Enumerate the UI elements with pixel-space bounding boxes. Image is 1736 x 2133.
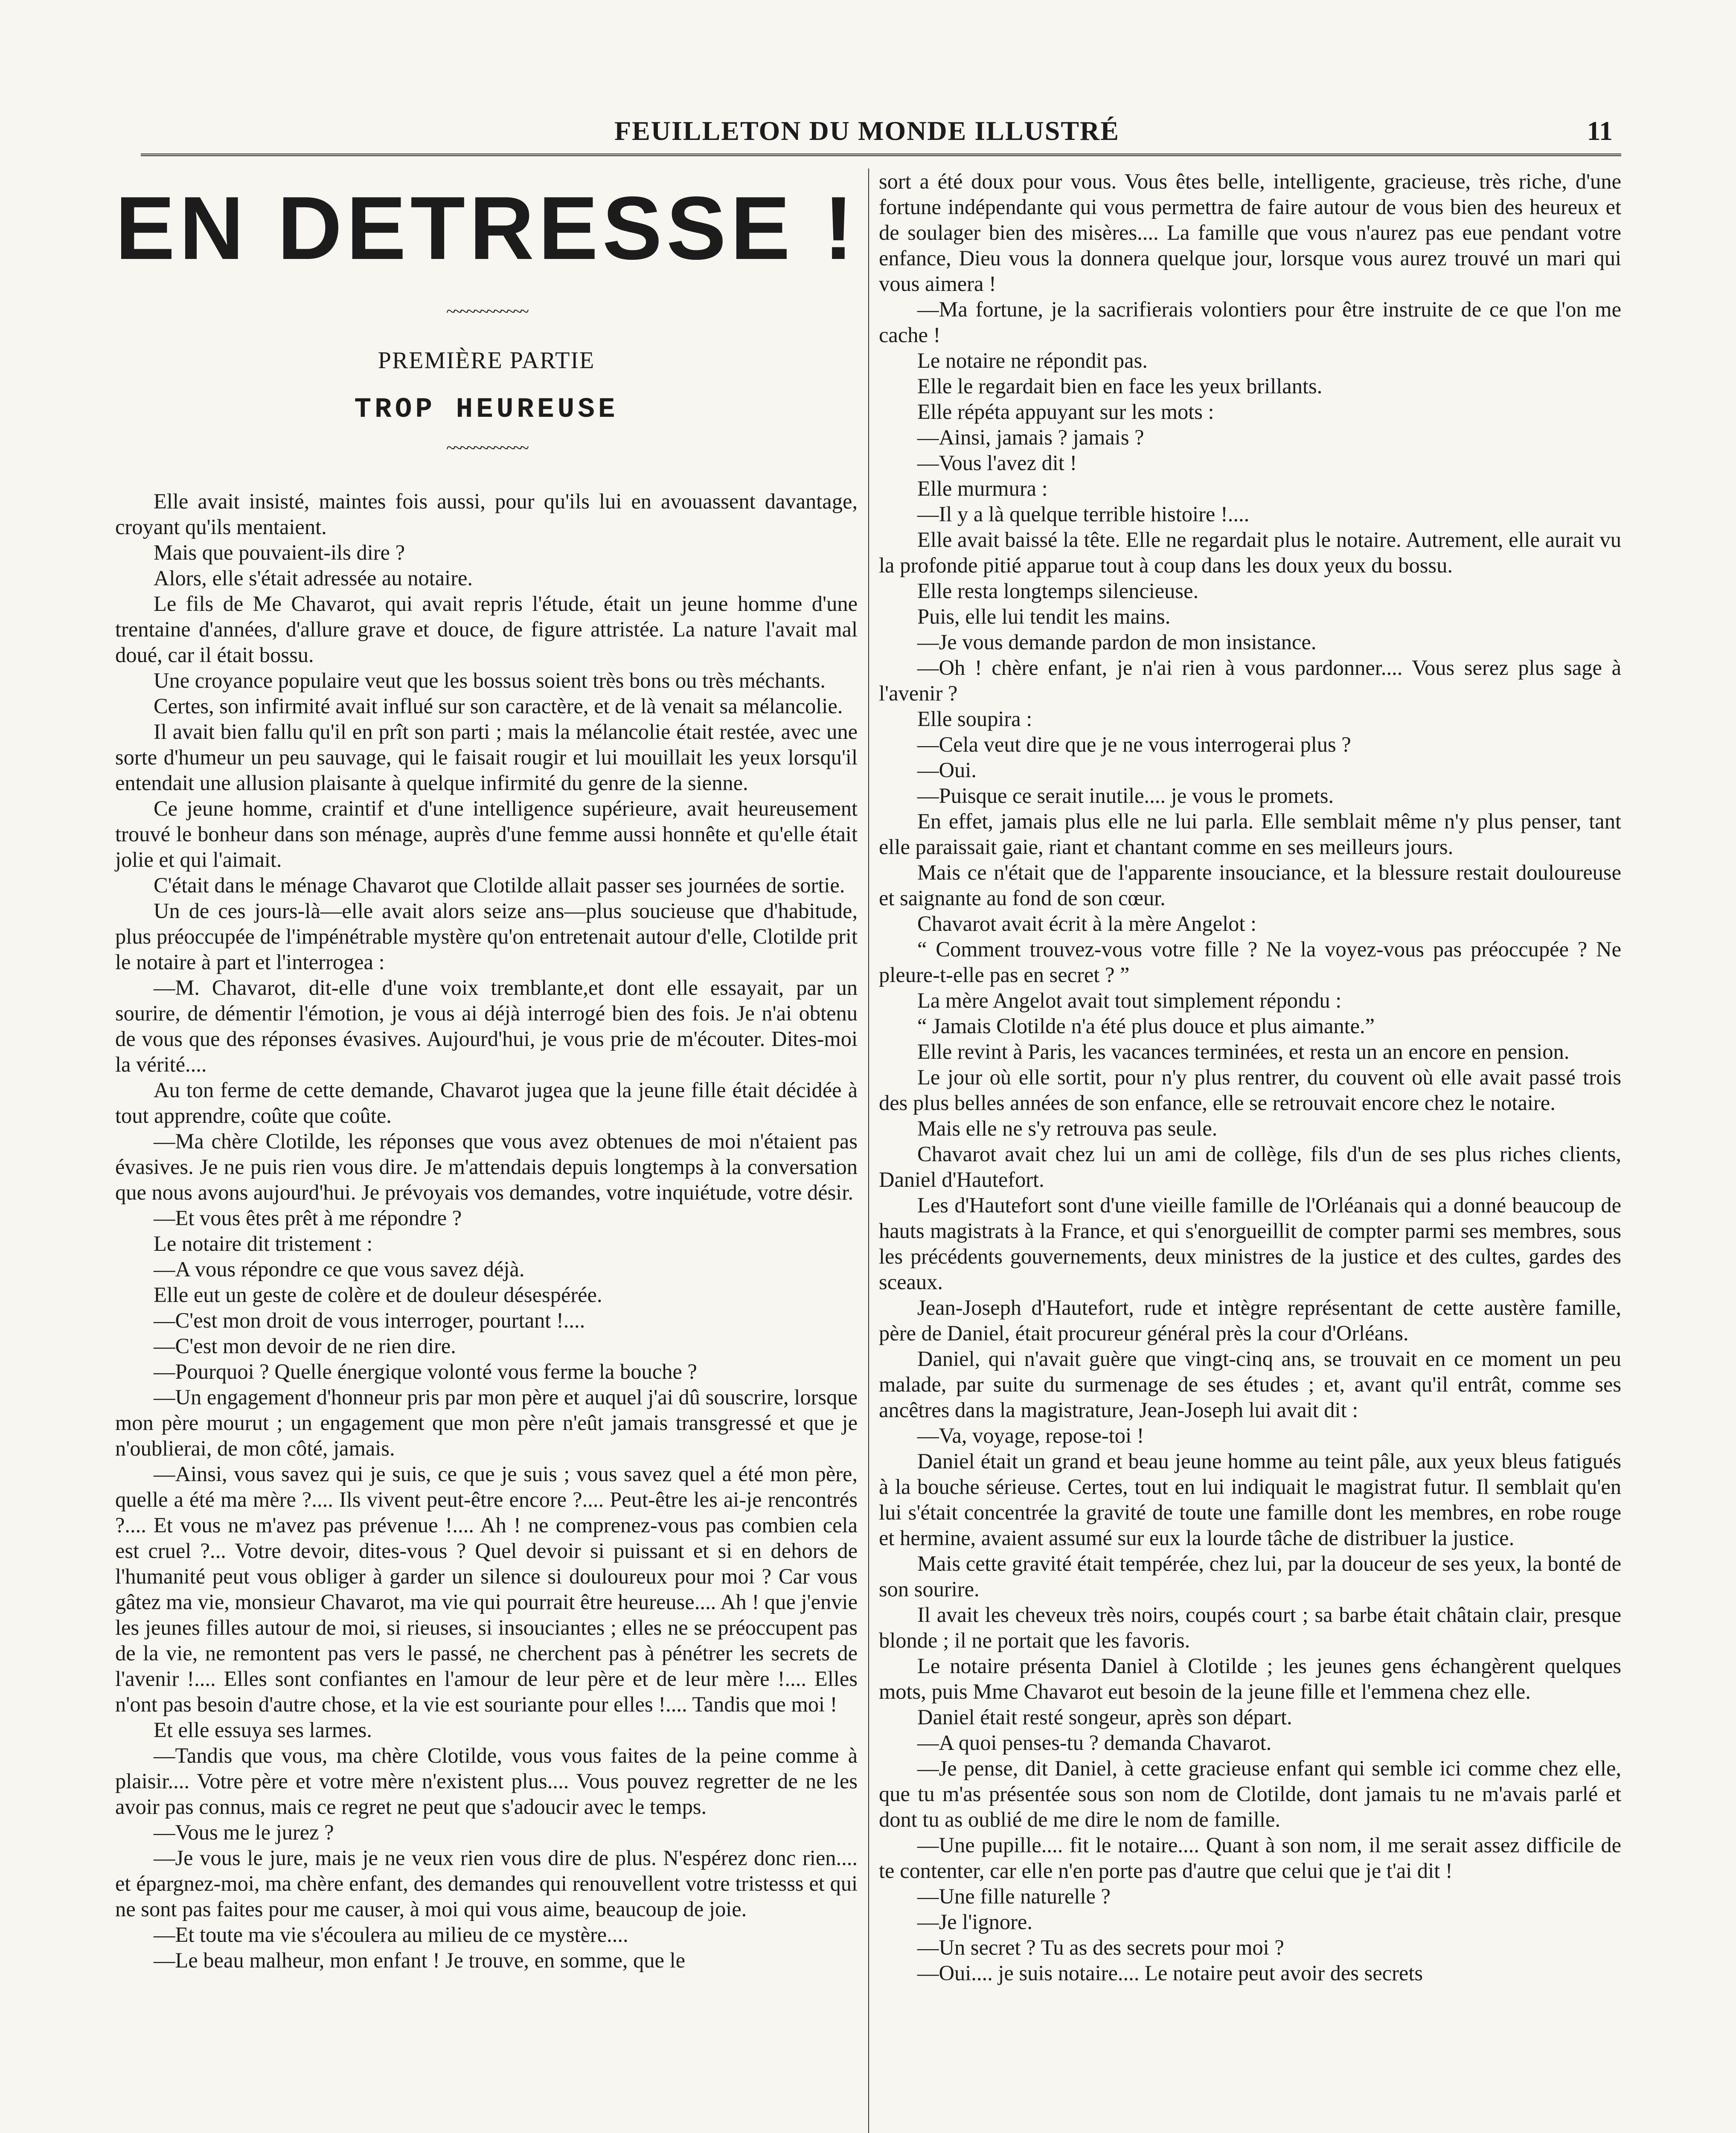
paragraph: —Oui.... je suis notaire.... Le notaire peut avoir des secrets — [917, 1961, 1423, 1985]
paragraph: —Tandis que vous, ma chère Clotilde, vous vous faites de la peine comme à plaisir.... Votre père et votre mère n'existent plus.... Vous pouvez regretter de ne les avoir pas connus, mais ce regret ne peut que s'adoucir avec le temps. — [115, 1744, 858, 1819]
header-rule — [141, 154, 1621, 156]
publication-title: FEUILLETON DU MONDE ILLUSTRÉ — [614, 116, 1120, 146]
paragraph: —Oui. — [917, 758, 977, 782]
paragraph: —Ainsi, vous savez qui je suis, ce que je suis ; vous savez quel a été mon père, quelle a été ma mère ?.... Ils vivent peut-être encore ?.... Peut-être les ai-je rencontrés ?.... Et vous ne m'avez pas prévenue !.... Ah ! ne comprenez-vous pas combien cela est cruel ?... Votre devoir, dites-vous ? Quel devoir si puissant et si en dehors de l'humanité peut vous obliger à garder un silence si douloureux pour moi ? Car vous gâtez ma vie, monsieur Chavarot, ma vie qui pourrait être heureuse.... Ah ! que j'envie les jeunes filles autour de moi, si rieuses, si insouciantes ; elles ne se préoccupent pas de la vie, ne remontent pas vers le passé, ne cherchent pas à pénétrer les secrets de l'avenir !.... Elles sont confiantes en l'amour de leur père et de leur mère !.... Elles n'ont pas besoin d'autre chose, et la vie est souriante pour elles !.... Tandis que moi ! — [115, 1462, 858, 1716]
column-rule — [868, 169, 869, 2133]
paragraph: —Ma chère Clotilde, les réponses que vous avez obtenues de moi n'étaient pas évasives. Je ne puis rien vous dire. Je m'attendais depuis longtemps à la conversation que nous avons aujourd'hui. Je prévoyais vos demandes, votre inquiétude, votre désir. — [115, 1129, 858, 1204]
paragraph: —Et vous êtes prêt à me répondre ? — [154, 1206, 462, 1230]
left-column — [115, 169, 858, 1973]
paragraph: —Je pense, dit Daniel, à cette gracieuse enfant qui semble ici comme chez elle, que tu m'as présentée sous son nom de Clotilde, dont jamais tu ne m'avais parlé et dont tu as oublié de me dire le nom de famille. — [879, 1756, 1621, 1831]
paragraph: “ Comment trouvez-vous votre fille ? Ne la voyez-vous pas préoccupée ? Ne pleure-t-elle pas en secret ? ” — [879, 937, 1621, 987]
paragraph: Il avait les cheveux très noirs, coupés court ; sa barbe était châtain clair, presque blonde ; il ne portait que les favoris. — [879, 1603, 1621, 1652]
paragraph: —Il y a là quelque terrible histoire !.... — [917, 502, 1250, 526]
paragraph: Daniel, qui n'avait guère que vingt-cinq ans, se trouvait en ce moment un peu malade, par suite du surmenage de ses études ; et, avant qu'il entrât, comme ses ancêtres dans la magistrature, Jean-Joseph lui avait dit : — [879, 1347, 1621, 1422]
paragraph: —Une pupille.... fit le notaire.... Quant à son nom, il me serait assez difficile de te contenter, car elle n'en porte pas d'autre que celui que je t'ai dit ! — [879, 1833, 1621, 1883]
page-number: 11 — [1587, 116, 1613, 146]
paragraph: Puis, elle lui tendit les mains. — [917, 604, 1171, 628]
title-ornament: ~~~~~~~~~~~~ — [446, 302, 526, 321]
paragraph: Certes, son infirmité avait influé sur son caractère, et de là venait sa mélancolie. — [154, 694, 843, 718]
paragraph: Ce jeune homme, craintif et d'une intelligence supérieure, avait heureusement trouvé le bonheur dans son ménage, auprès d'une femme aussi honnête et qu'elle était jolie et qui l'aimait. — [115, 796, 858, 872]
subtitle-ornament: ~~~~~~~~~~~~ — [446, 438, 526, 457]
paragraph: Mais ce n'était que de l'apparente insouciance, et la blessure restait douloureuse et saignante au fond de son cœur. — [879, 860, 1621, 910]
paragraph: Elle avait insisté, maintes fois aussi, pour qu'ils lui en avouassent davantage, croyant qu'ils mentaient. — [115, 489, 858, 539]
paragraph: —Je l'ignore. — [917, 1910, 1032, 1934]
paragraph: Chavarot avait chez lui un ami de collège, fils d'un de ses plus riches clients, Daniel d'Hautefort. — [879, 1142, 1621, 1191]
paragraph: —Ma fortune, je la sacrifierais volontiers pour être instruite de ce que l'on me cache ! — [879, 297, 1621, 347]
left-body-text — [115, 488, 858, 1973]
paragraph: —Ainsi, jamais ? jamais ? — [917, 425, 1144, 449]
paragraph: Mais que pouvaient-ils dire ? — [154, 541, 405, 564]
paragraph: —Je vous demande pardon de mon insistance. — [917, 630, 1317, 654]
paragraph: Elle avait baissé la tête. Elle ne regardait plus le notaire. Autrement, elle aurait vu la profonde pitié apparue tout à coup dans les doux yeux du bossu. — [879, 528, 1621, 577]
paragraph: —Pourquoi ? Quelle énergique volonté vous ferme la bouche ? — [154, 1360, 697, 1383]
paragraph: Elle eut un geste de colère et de douleur désespérée. — [154, 1283, 602, 1307]
paragraph: —Oh ! chère enfant, je n'ai rien à vous pardonner.... Vous serez plus sage à l'avenir ? — [879, 656, 1621, 705]
paragraph: Mais cette gravité était tempérée, chez lui, par la douceur de ses yeux, la bonté de son sourire. — [879, 1552, 1621, 1601]
paragraph: —Une fille naturelle ? — [917, 1884, 1111, 1908]
paragraph: Le notaire présenta Daniel à Clotilde ; les jeunes gens échangèrent quelques mots, puis Mme Chavarot eut besoin de la jeune fille et l'emmena chez elle. — [879, 1654, 1621, 1703]
paragraph: —C'est mon devoir de ne rien dire. — [154, 1334, 456, 1358]
running-head — [141, 115, 1613, 154]
paragraph: Daniel était resté songeur, après son départ. — [917, 1705, 1292, 1729]
paragraph: Elle répéta appuyant sur les mots : — [917, 400, 1214, 424]
paragraph: Elle revint à Paris, les vacances terminées, et resta un an encore en pension. — [917, 1040, 1570, 1064]
paragraph: Jean-Joseph d'Hautefort, rude et intègre représentant de cette austère famille, père de Daniel, était procureur général près la cour d'Orléans. — [879, 1296, 1621, 1345]
paragraph: —Je vous le jure, mais je ne veux rien vous dire de plus. N'espérez donc rien.... et épargnez-moi, ma chère enfant, des demandes qui renouvellent votre tristesss et qui ne sont pas faites pour me causer, à moi qui vous aime, beaucoup de joie. — [115, 1846, 858, 1921]
paragraph: —Cela veut dire que je ne vous interrogerai plus ? — [917, 732, 1351, 756]
story-title: EN DETRESSE ! — [115, 178, 858, 278]
paragraph: Le notaire dit tristement : — [154, 1232, 373, 1255]
paragraph: —Va, voyage, repose-toi ! — [917, 1424, 1144, 1447]
paragraph: Alors, elle s'était adressée au notaire. — [154, 566, 473, 590]
paragraph: —A quoi penses-tu ? demanda Chavarot. — [917, 1731, 1272, 1755]
paragraph: La mère Angelot avait tout simplement répondu : — [917, 988, 1342, 1012]
paragraph: —Puisque ce serait inutile.... je vous le promets. — [917, 784, 1334, 808]
section-subtitle: TROP HEUREUSE — [354, 393, 619, 425]
paragraph: —Vous l'avez dit ! — [917, 451, 1077, 475]
right-column — [879, 169, 1621, 1986]
paragraph: Daniel était un grand et beau jeune homme au teint pâle, aux yeux bleus fatigués à la bouche sérieuse. Certes, tout en lui indiquait le magistrat futur. Il semblait qu'en lui s'était concentrée la gravité de toute une famille dont les membres, en robe rouge et hermine, avaient assumé sur eux la lourde tâche de distribuer la justice. — [879, 1449, 1621, 1550]
paragraph: —M. Chavarot, dit-elle d'une voix tremblante,et dont elle essayait, par un sourire, de démentir l'émotion, je vous ai déjà interrogé bien des fois. Je n'ai obtenu de vous que des réponses évasives. Aujourd'hui, je vous prie de m'écouter. Dites-moi la vérité.... — [115, 976, 858, 1076]
paragraph: En effet, jamais plus elle ne lui parla. Elle semblait même n'y plus penser, tant elle paraissait gaie, riant et chantant comme en ses meilleurs jours. — [879, 809, 1621, 859]
paragraph: —C'est mon droit de vous interroger, pourtant !.... — [154, 1308, 585, 1332]
paragraph: Elle le regardait bien en face les yeux brillants. — [917, 374, 1323, 398]
paragraph: Elle resta longtemps silencieuse. — [917, 579, 1199, 603]
paragraph: Une croyance populaire veut que les bossus soient très bons ou très méchants. — [154, 668, 826, 692]
paragraph: C'était dans le ménage Chavarot que Clotilde allait passer ses journées de sortie. — [154, 873, 845, 897]
paragraph: Le jour où elle sortit, pour n'y plus rentrer, du couvent où elle avait passé trois des plus belles années de son enfance, elle se retrouvait encore chez le notaire. — [879, 1065, 1621, 1115]
paragraph: Au ton ferme de cette demande, Chavarot jugea que la jeune fille était décidée à tout apprendre, coûte que coûte. — [115, 1078, 858, 1128]
paragraph: Elle soupira : — [917, 707, 1032, 731]
paragraph: Le notaire ne répondit pas. — [917, 349, 1148, 372]
paragraph: Le fils de Me Chavarot, qui avait repris l'étude, était un jeune homme d'une trentaine d'années, d'allure grave et douce, de figure attristée. La nature l'avait mal doué, car il était bossu. — [115, 592, 858, 667]
paragraph: —Et toute ma vie s'écoulera au milieu de ce mystère.... — [154, 1923, 628, 1947]
paragraph: Il avait bien fallu qu'il en prît son parti ; mais la mélancolie était restée, avec une sorte d'humeur un peu sauvage, qui le faisait rougir et lui mouillait les yeux lorsqu'il entendait une allusion plaisante à quelque infirmité du genre de la sienne. — [115, 720, 858, 795]
paragraph: Chavarot avait écrit à la mère Angelot : — [917, 912, 1257, 936]
paragraph: Elle murmura : — [917, 477, 1048, 500]
paragraph: —Le beau malheur, mon enfant ! Je trouve, en somme, que le — [154, 1948, 686, 1972]
paragraph: —Un secret ? Tu as des secrets pour moi ? — [917, 1935, 1284, 1959]
paragraph: sort a été doux pour vous. Vous êtes belle, intelligente, gracieuse, très riche, d'une fortune indépendante qui vous permettra de faire autour de vous bien des heureux et de soulager bien des misères.... La famille que vous n'aurez pas eue pendant votre enfance, Dieu vous la donnera quelque jour, lorsque vous aurez trouvé un mari qui vous aimera ! — [879, 169, 1621, 296]
paragraph: Mais elle ne s'y retrouva pas seule. — [917, 1116, 1218, 1140]
part-heading: PREMIÈRE PARTIE — [378, 347, 595, 374]
paragraph: “ Jamais Clotilde n'a été plus douce et plus aimante.” — [917, 1014, 1375, 1038]
paragraph: Et elle essuya ses larmes. — [154, 1718, 372, 1742]
paragraph: Un de ces jours-là—elle avait alors seize ans—plus soucieuse que d'habitude, plus préoccupée de l'impénétrable mystère qu'on entretenait autour d'elle, Clotilde prit le notaire à part et l'interrogea : — [115, 899, 858, 974]
paragraph: —Vous me le jurez ? — [154, 1820, 334, 1844]
paragraph: —Un engagement d'honneur pris par mon père et auquel j'ai dû souscrire, lorsque mon père mourut ; un engagement que mon père n'eût jamais transgressé et que je n'oublierai, de mon côté, jamais. — [115, 1385, 858, 1460]
paragraph: Les d'Hautefort sont d'une vieille famille de l'Orléanais qui a donné beaucoup de hauts magistrats à la France, et qui s'enorgueillit de compter parmi ses membres, sous les précédents gouvernements, deux ministres de la justice et des cultes, gardes des sceaux. — [879, 1193, 1621, 1294]
paragraph: —A vous répondre ce que vous savez déjà. — [154, 1257, 525, 1281]
